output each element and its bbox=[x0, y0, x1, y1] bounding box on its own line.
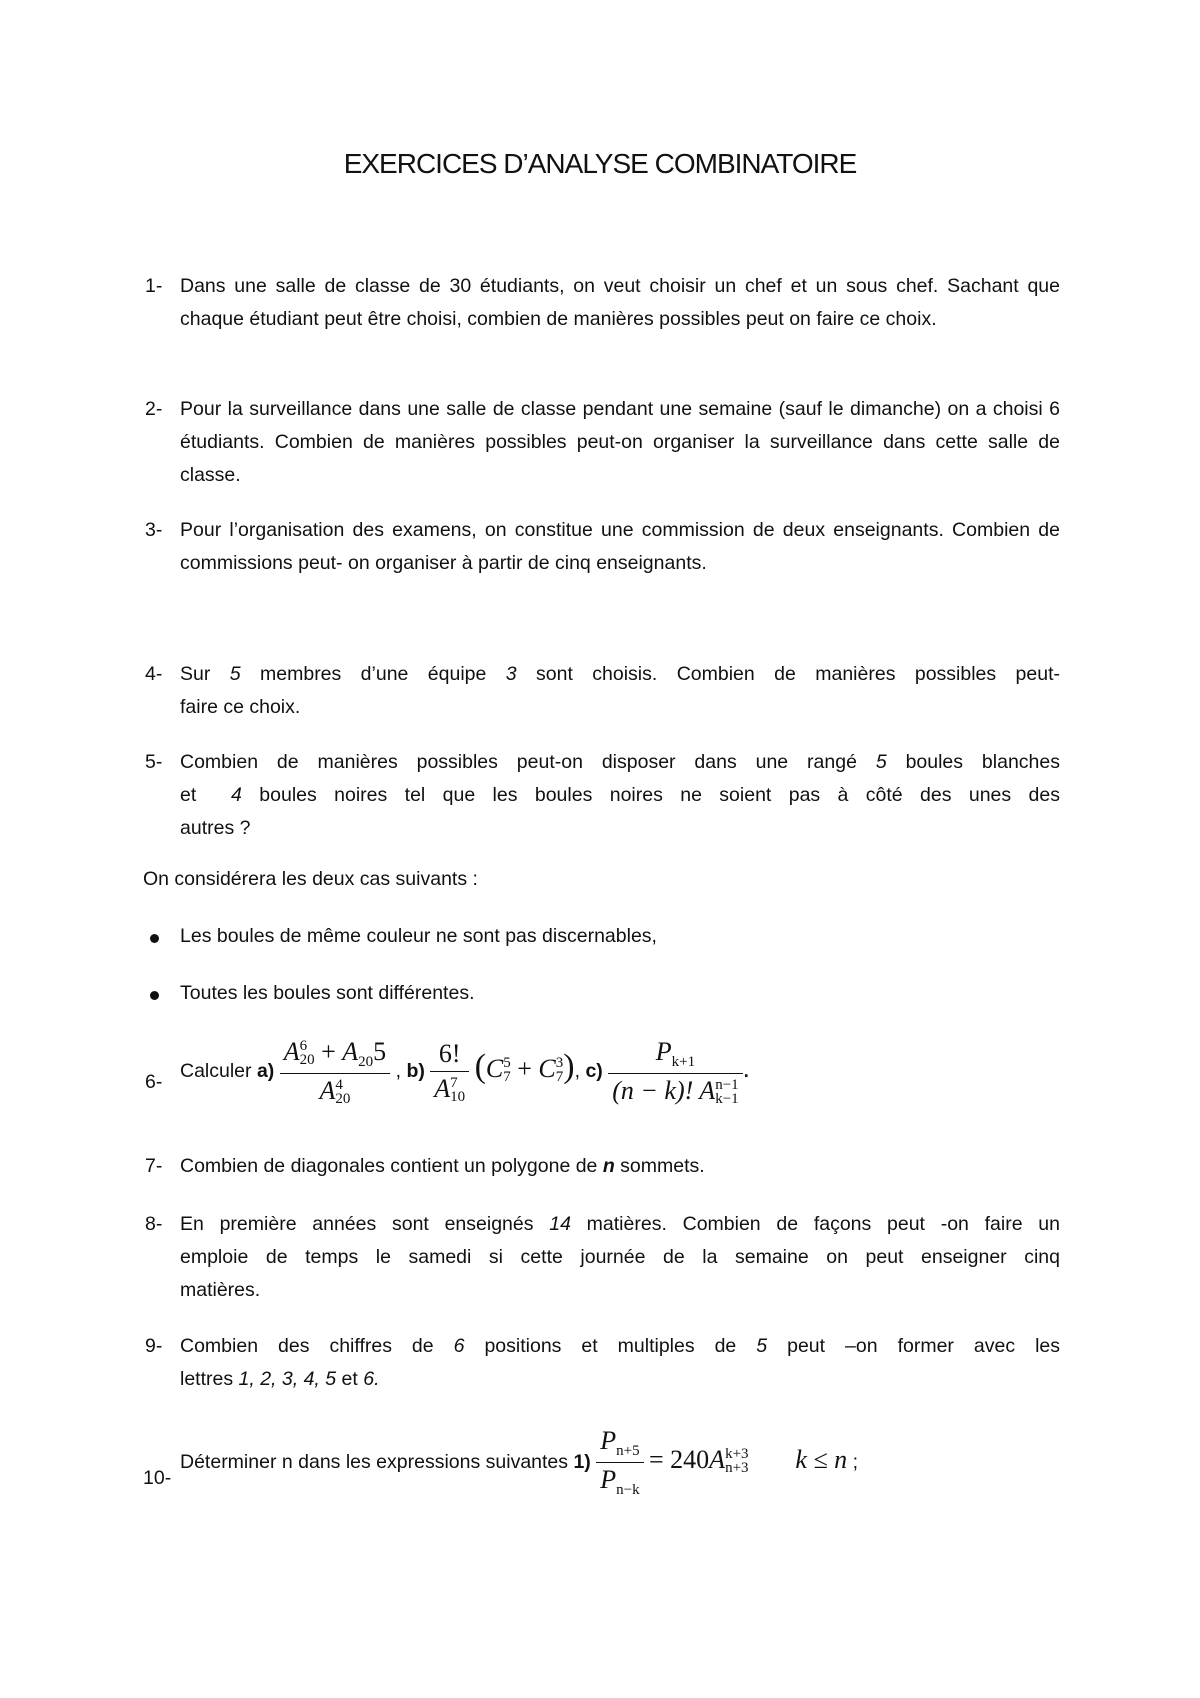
exercise-line: faire ce choix. bbox=[180, 696, 301, 718]
sup: 3 bbox=[555, 1054, 564, 1071]
text-fragment: et bbox=[336, 1368, 364, 1390]
text-fragment: boules noires tel que les boules noires ne soient pas à côté des unes des bbox=[241, 784, 1060, 806]
exercise-line bbox=[180, 779, 1060, 812]
formula-label: Calculer bbox=[180, 1059, 252, 1082]
exercise-number: 3- bbox=[145, 519, 163, 541]
exercise-3 bbox=[145, 514, 1060, 580]
text-fragment: Sur bbox=[180, 663, 230, 685]
denominator bbox=[608, 1074, 742, 1106]
text-fragment: sommets. bbox=[614, 1155, 705, 1177]
exercise-line bbox=[180, 658, 1060, 691]
exercise-8 bbox=[145, 1208, 1060, 1307]
number: 4 bbox=[231, 784, 242, 806]
fraction bbox=[596, 1426, 643, 1499]
numerator: 6! bbox=[430, 1039, 469, 1072]
symbol: (n − k)! A bbox=[612, 1076, 716, 1105]
sup: 5 bbox=[503, 1054, 511, 1071]
number: 5 bbox=[373, 1037, 387, 1066]
operator: + bbox=[321, 1037, 336, 1066]
numerator bbox=[280, 1037, 390, 1074]
symbol: A bbox=[709, 1444, 726, 1474]
bullet-icon bbox=[150, 934, 159, 943]
text-fragment: Combien de diagonales contient un polygone de bbox=[180, 1155, 603, 1177]
symbol: C bbox=[485, 1053, 504, 1083]
exercise-10 bbox=[143, 1426, 1060, 1499]
page-title: EXERCICES D’ANALYSE COMBINATOIRE bbox=[343, 148, 857, 179]
symbol: A bbox=[434, 1074, 451, 1103]
number: 14 bbox=[549, 1213, 571, 1235]
part-label: a) bbox=[256, 1059, 275, 1082]
bullet-item bbox=[180, 982, 475, 1005]
indices bbox=[725, 1447, 748, 1475]
numerator bbox=[608, 1037, 742, 1074]
symbol: A bbox=[342, 1037, 359, 1066]
exercise-2 bbox=[145, 393, 1060, 492]
exercise-number: 4- bbox=[145, 663, 163, 685]
sub: n−k bbox=[616, 1482, 640, 1498]
fraction-c bbox=[608, 1037, 742, 1106]
fraction-b bbox=[430, 1039, 469, 1104]
sub: 10 bbox=[450, 1089, 466, 1105]
formula-line bbox=[180, 1037, 750, 1107]
equation-rhs: = 240 bbox=[649, 1444, 710, 1474]
indices bbox=[503, 1056, 511, 1084]
exercise-number: 2- bbox=[145, 398, 163, 420]
exercise-6 bbox=[145, 1037, 1060, 1107]
intro-text: On considérera les deux cas suivants : bbox=[143, 868, 478, 890]
sub: 20 bbox=[335, 1091, 351, 1107]
exercise-7 bbox=[145, 1150, 1060, 1183]
symbol: A bbox=[319, 1076, 336, 1105]
symbol: P bbox=[600, 1465, 617, 1494]
exercise-number: 5- bbox=[145, 751, 163, 773]
number: 3 bbox=[505, 663, 517, 685]
exercise-number: 10- bbox=[143, 1467, 172, 1489]
condition: k ≤ n bbox=[795, 1444, 848, 1474]
sup: 7 bbox=[450, 1075, 458, 1091]
text-fragment: lettres bbox=[180, 1368, 239, 1390]
exercise-line bbox=[180, 746, 1060, 779]
sub: 7 bbox=[555, 1068, 564, 1085]
period: . bbox=[742, 1052, 750, 1083]
sup: k+3 bbox=[725, 1445, 749, 1462]
symbol: C bbox=[538, 1053, 556, 1083]
symbol: P bbox=[655, 1037, 672, 1066]
separator: , bbox=[574, 1059, 581, 1082]
denominator bbox=[596, 1463, 643, 1499]
fraction-a bbox=[280, 1037, 390, 1106]
number: 5 bbox=[875, 751, 887, 773]
separator: , bbox=[395, 1059, 402, 1082]
number-list: 1, 2, 3, 4, 5 bbox=[238, 1368, 337, 1390]
bullet-icon bbox=[150, 991, 159, 1000]
sub: 7 bbox=[503, 1068, 511, 1085]
indices bbox=[300, 1039, 315, 1067]
sup: 4 bbox=[335, 1077, 343, 1093]
exercise-line bbox=[180, 1363, 1060, 1396]
paren: ) bbox=[563, 1047, 575, 1085]
exercise-line: emploie de temps le samedi si cette journée de la semaine on peut enseigner cinq bbox=[180, 1246, 1060, 1268]
text-fragment: et bbox=[180, 784, 214, 806]
exercise-line bbox=[180, 1150, 1060, 1183]
sub: k+1 bbox=[671, 1054, 696, 1070]
text-fragment: sont choisis. Combien de manières possibles peut- bbox=[516, 663, 1060, 685]
sub: k−1 bbox=[715, 1091, 739, 1107]
sup: 6 bbox=[299, 1038, 308, 1054]
bullet-text: Toutes les boules sont différentes. bbox=[180, 982, 475, 1004]
exercise-line: matières. bbox=[180, 1279, 261, 1301]
text-fragment: Combien des chiffres de bbox=[180, 1335, 454, 1357]
numerator bbox=[596, 1426, 643, 1463]
symbol: P bbox=[600, 1426, 617, 1455]
exercise-line: autres ? bbox=[180, 817, 251, 839]
exercise-number: 7- bbox=[145, 1155, 163, 1177]
bullet-item bbox=[180, 925, 657, 948]
text-fragment: membres d’une équipe bbox=[240, 663, 506, 685]
paren: ( bbox=[474, 1047, 486, 1085]
operator: + bbox=[517, 1053, 532, 1083]
indices bbox=[715, 1078, 738, 1106]
exercise-1 bbox=[145, 270, 1060, 336]
sub: n+5 bbox=[616, 1443, 640, 1459]
exercise-line bbox=[180, 1208, 1060, 1241]
exercise-line bbox=[180, 1330, 1060, 1363]
text-fragment: positions et multiples de bbox=[464, 1335, 757, 1357]
formula-label: Déterminer n dans les expressions suivantes bbox=[180, 1450, 569, 1473]
exercise-9 bbox=[145, 1330, 1060, 1396]
denominator bbox=[280, 1074, 390, 1106]
number: 6. bbox=[363, 1368, 380, 1390]
sup: n−1 bbox=[715, 1077, 739, 1093]
number: 5 bbox=[229, 663, 241, 685]
indices bbox=[335, 1078, 350, 1106]
number: 5 bbox=[756, 1335, 768, 1357]
exercise-4 bbox=[145, 658, 1060, 724]
exercise-number: 9- bbox=[145, 1335, 163, 1357]
number: 6 bbox=[453, 1335, 465, 1357]
exercise-5 bbox=[145, 746, 1060, 845]
exercise-number: 6- bbox=[145, 1071, 163, 1093]
text-fragment: boules blanches bbox=[886, 751, 1060, 773]
semicolon: ; bbox=[852, 1450, 859, 1473]
bullet-text: Les boules de même couleur ne sont pas discernables, bbox=[180, 925, 657, 947]
exercise-text: Pour l’organisation des examens, on constitue une commission de deux enseignants. Combien de commissions peut- on organiser à partir de cinq enseignants. bbox=[180, 519, 1060, 574]
sub: 20 bbox=[299, 1052, 315, 1068]
text-fragment: peut –on former avec les bbox=[767, 1335, 1060, 1357]
symbol: A bbox=[283, 1037, 300, 1066]
denominator bbox=[430, 1072, 469, 1104]
variable: n bbox=[602, 1155, 615, 1177]
part-label: 1) bbox=[573, 1450, 591, 1473]
exercise-number: 8- bbox=[145, 1213, 163, 1235]
sub: 20 bbox=[358, 1054, 374, 1070]
exercise-text: Pour la surveillance dans une salle de classe pendant une semaine (sauf le dimanche) on a choisi 6 étudiants. Combien de manières possibles peut-on organiser la surveillance dans cette salle de classe. bbox=[180, 398, 1060, 486]
exercise-text: Dans une salle de classe de 30 étudiants, on veut choisir un chef et un sous chef. Sachant que chaque étudiant peut être choisi, combien de manières possibles peut on faire ce choix. bbox=[180, 275, 1060, 330]
text-fragment: Combien de manières possibles peut-on disposer dans une rangé bbox=[180, 751, 876, 773]
exercise-number: 1- bbox=[145, 275, 163, 297]
parenthesis-expression bbox=[474, 1047, 575, 1085]
part-label: b) bbox=[406, 1059, 425, 1082]
indices bbox=[450, 1076, 465, 1104]
part-label: c) bbox=[585, 1059, 603, 1082]
formula-line bbox=[180, 1426, 859, 1498]
text-fragment: En première années sont enseignés bbox=[180, 1213, 550, 1235]
sub: n+3 bbox=[725, 1459, 749, 1476]
text-fragment: matières. Combien de façons peut -on faire un bbox=[570, 1213, 1060, 1235]
